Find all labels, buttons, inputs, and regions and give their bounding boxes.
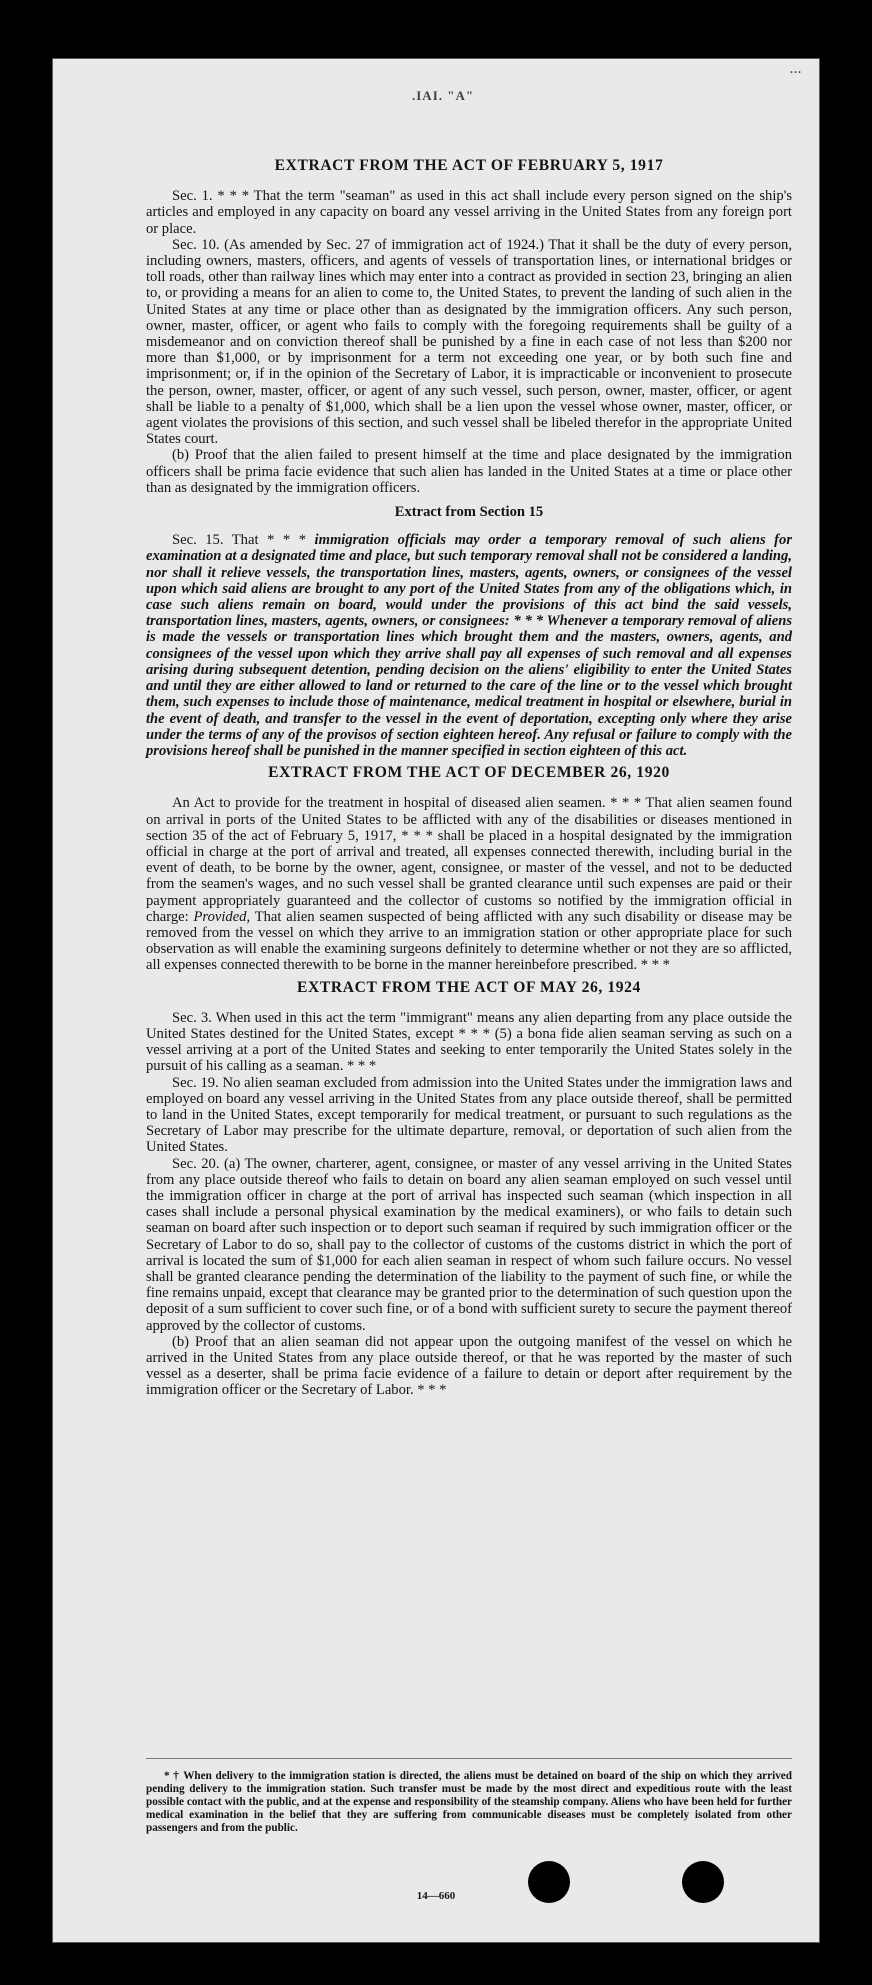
sec-15-lead: Sec. 15. That * * *: [172, 532, 306, 549]
heading-section-15: Extract from Section 15: [394, 504, 544, 521]
paragraph-sec-20a: Sec. 20. (a) The owner, charterer, agent, consignee, or master of any vessel arriving in the United States from any place outside thereof who fails to detain on board any alien seaman employed on such vessel until the immigration officer in charge at the port of arrival has inspected such seaman (which inspection in all cases shall include a personal physical examination by the medical examiners), or who fails to detain such seaman on board after such inspection or to deport such seaman if required by such immigration officer or the Secretary of Labor to do so, shall pay to the collector of customs of the customs district in which the port of arrival is located the sum of $1,000 for each alien seaman in respect of whom such failure occurs. No vessel shall be granted clearance pending the determination of the liability to the payment of such fine, or while the fine remains unpaid, except that clearance may be granted prior to the determination of such question upon the deposit of a sum sufficient to cover such fine, or of a bond with sufficient surety to secure the payment thereof approved by the collector of customs.: [146, 1155, 792, 1334]
heading-act-1917: EXTRACT FROM THE ACT OF FEBRUARY 5, 1917: [274, 157, 664, 174]
punch-hole-left: [528, 1861, 570, 1903]
corner-mark: ...: [790, 62, 802, 76]
paragraph-act-1920: [146, 795, 792, 973]
act-1920-body-2: That alien seamen suspected of being afflicted with any such disability or disease may be removed from the vessel on which they arrive to an immigration station or other appropriate place for such observation as will enable the examining surgeons definitely to determine whether or not they are so afflicted, all expenses connected therewith to be borne in the manner hereinbefore prescribed. * * *: [146, 908, 792, 974]
punch-hole-right: [682, 1861, 724, 1903]
paragraph-sec-15: [146, 532, 792, 759]
paragraph-sec-1: Sec. 1. * * * That the term "seaman" as used in this act shall include every person signed on the ship's articles and employed in any capacity on board any vessel arriving in the United States from any foreign port or place.: [146, 188, 792, 237]
act-1920-body-1: An Act to provide for the treatment in hospital of diseased alien seamen. * * * That alien seamen found on arrival in ports of the United States to be afflicted with any of the disabilities or diseases mentioned in section 35 of the act of February 5, 1917, * * * shall be placed in a hospital designated by the immigration official in charge at the port of arrival and treated, all expenses connected therewith, including burial in the event of death, to be borne by the owner, agent, consignee, or master of the vessel, and not to be deducted from the seamen's wages, and no such vessel shall be granted clearance until such expenses are paid or their payment appropriately guaranteed and the collector of customs so notified by the immigration official in charge:: [146, 795, 792, 925]
paragraph-sec-20b: (b) Proof that an alien seaman did not appear upon the outgoing manifest of the vessel on which he arrived in the United States from any place outside thereof, or that he was reported by the master of such vessel as a deserter, shall be prima facie evidence of a failure to detain or deport after requirement by the immigration officer or the Secretary of Labor. * * *: [146, 1333, 792, 1399]
top-mark: .IAI. "A": [412, 88, 475, 103]
heading-act-1920: EXTRACT FROM THE ACT OF DECEMBER 26, 1920: [268, 764, 670, 782]
heading-act-1924: EXTRACT FROM THE ACT OF MAY 26, 1924: [297, 978, 641, 996]
document-page: [52, 58, 820, 1943]
form-number: 14—660: [416, 1890, 456, 1902]
footnote: * † When delivery to the immigration station is directed, the aliens must be detained on board of the ship on which they arrived pending delivery to the immigration station. Such transfer must be made by the most direct and expeditious route with the least possible contact with the public, and at the expense and responsibility of the steamship company. Aliens who have been held for further medical examination in the belief that they are suffering from communicable diseases must be completely isolated from other passengers and from the public.: [146, 1770, 792, 1834]
sec-15-body: immigration officials may order a temporary removal of such aliens for examination at a designated time and place, but such temporary removal shall not be considered a landing, nor shall it relieve vessels, the transportation lines, masters, agents, owners, or consignees of the vessel upon which said aliens are brought to any port of the United States from any of the obligations which, in case such aliens remain on board, would under the provisions of this act bind the said vessels, transportation lines, masters, agents, owners, or consignees: * * * Whenever a temporary removal of aliens is made the vessels or transportation lines which brought them and the masters, owners, agents, and consignees of the vessel upon which they arrive shall pay all expenses of such removal and all expenses arising during subsequent detention, pending decision on the aliens' eligibility to enter the United States and until they are either allowed to land or returned to the care of the line or to the vessel which brought them, such expenses to include those of maintenance, medical treatment in hospital or elsewhere, burial in the event of death, and transfer to the vessel in the event of deportation, excepting only where they arise under the terms of any of the provisos of section eighteen hereof. Any refusal or failure to comply with the provisions hereof shall be punished in the manner specified in section eighteen of this act.: [146, 532, 793, 759]
paragraph-sec-10b: (b) Proof that the alien failed to present himself at the time and place designated by the immigration officers shall be prima facie evidence that such alien has landed in the United States at a time or place other than as designated by the immigration officers.: [146, 447, 792, 496]
paragraph-sec-19: Sec. 19. No alien seaman excluded from admission into the United States under the immigration laws and employed on board any vessel arriving in the United States from any place outside thereof, shall be permitted to land in the United States, except temporarily for medical treatment, or pursuant to such regulations as the Secretary of Labor may prescribe for the ultimate departure, removal, or deportation of such alien from the United States.: [146, 1074, 792, 1156]
footnote-divider: [146, 1758, 792, 1759]
bleed-through-header: [52, 58, 820, 128]
document-body: [146, 158, 792, 1399]
provided-word: Provided,: [193, 908, 251, 925]
paragraph-sec-10: Sec. 10. (As amended by Sec. 27 of immigration act of 1924.) That it shall be the duty of every person, including owners, masters, officers, and agents of vessels of transportation lines, or international bridges or toll roads, other than railway lines which may enter into a contract as provided in section 23, bringing an alien to, or providing a means for an alien to come to, the United States, to prevent the landing of such alien in the United States at any time or place other than as designated by the immigration officers. Any such person, owner, master, officer, or agent who fails to comply with the foregoing requirements shall be guilty of a misdemeanor and on conviction thereof shall be punished by a fine in each case of not less than $200 nor more than $1,000, or by imprisonment for a term not exceeding one year, or by both such fine and imprisonment; or, if in the opinion of the Secretary of Labor, it is impracticable or inconvenient to prosecute the person, owner, master, officer, or agent of any such vessel, such person, owner, master, officer, or agent shall be liable to a penalty of $1,000, which shall be a lien upon the vessel whose owner, master, officer, or agent violates the provisions of this section, and such vessel shall be libeled therefor in the appropriate United States court.: [146, 236, 792, 448]
paragraph-sec-3: Sec. 3. When used in this act the term "immigrant" means any alien departing from any place outside the United States destined for the United States, except * * * (5) a bona fide alien seaman serving as such on a vessel arriving at a port of the United States and seeking to enter temporarily the United States solely in the pursuit of his calling as a seaman. * * *: [146, 1009, 792, 1075]
